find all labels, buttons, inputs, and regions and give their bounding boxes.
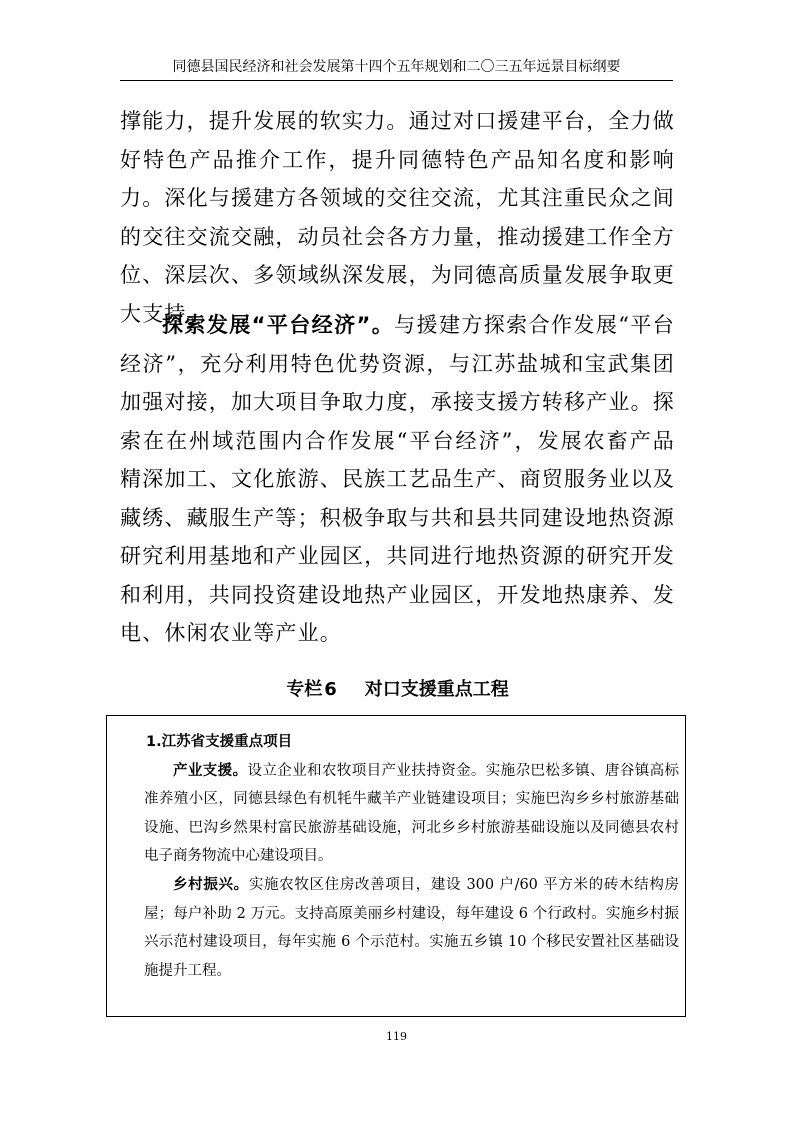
paragraph-platform-economy <box>120 306 675 653</box>
paragraph-text: 与援建方探索合作发展“平台经济”，充分利用特色优势资源，与江苏盐城和宝武集团加强对接，加大项目争取力度，承接支援方转移产业。探索在在州域范围内合作发展“平台经济”，发展农畜产品精深加工、文化旅游、民族工艺品生产、商贸服务业以及藏绣、藏服生产等；积极争取与共和县共同建设地热资源研究利用基地和产业园区，共同进行地热资源的研究开发和利用，共同投资建设地热产业园区，开发地热康养、发电、休闲农业等产业。 <box>120 313 675 645</box>
column-box-title <box>120 677 675 703</box>
column-number: 6 <box>324 679 337 700</box>
page-number: 119 <box>386 1030 407 1043</box>
box-item-industry <box>144 757 679 871</box>
paragraph-soft-power: 撑能力，提升发展的软实力。通过对口援建平台，全力做好特色产品推介工作，提升同德特色产品知名度和影响力。深化与援建方各领域的交往交流，尤其注重民众之间的交往交流交融，动员社会各方力量，推动援建工作全方位、深层次、多领域纵深发展，为同德高质量发展争取更大支持。 <box>120 109 675 326</box>
column-name: 对口支援重点工程 <box>364 679 509 700</box>
box-item-text: 设立企业和农牧项目产业扶持资金。实施尕巴松多镇、唐谷镇高标准养殖小区，同德县绿色有机牦牛藏羊产业链建设项目；实施巴沟乡乡村旅游基础设施、巴沟乡然果村富民旅游基础设施，河北乡乡村旅游基础设施以及同德县农村电子商务物流中心建设项目。 <box>144 762 680 865</box>
column-box <box>106 715 686 1017</box>
box-item-lead: 乡村振兴。 <box>173 876 249 893</box>
running-header: 同德县国民经济和社会发展第十四个五年规划和二〇三五年远景目标纲要 <box>172 59 621 75</box>
box-subheading: 1.江苏省支援重点项目 <box>146 734 293 750</box>
box-item-rural <box>144 871 679 985</box>
column-box-content <box>144 728 679 985</box>
header-divider <box>120 80 673 81</box>
paragraph-lead: 探索发展“平台经济”。 <box>162 313 395 337</box>
box-item-lead: 产业支援。 <box>173 762 248 779</box>
column-label: 专栏 <box>286 679 323 700</box>
box-item-text: 实施农牧区住房改善项目，建设 300 户/60 平方米的砖木结构房屋；每户补助 2 万元。支持高原美丽乡村建设，每年建设 6 个行政村。实施乡村振兴示范村建设项目，每年实施 6 个示范村。实施五乡镇 10 个移民安置社区基础设施提升工程。 <box>144 876 680 979</box>
